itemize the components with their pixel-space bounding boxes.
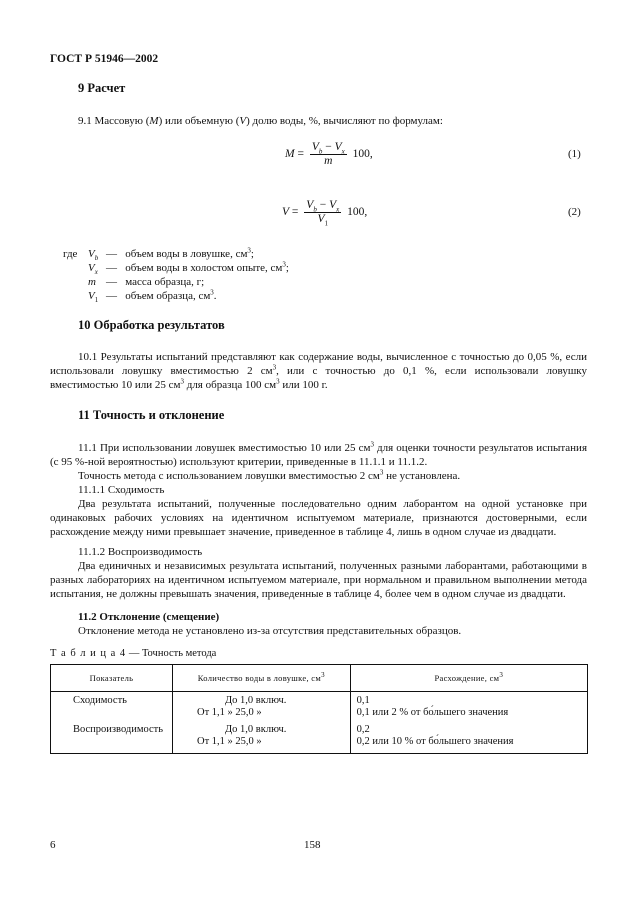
subsection-11-1-2-text: Два единичных и независимых результата испытаний, полученных разными лаборантами, работающими в разных лабораториях на идентичном испытуемом материале, при нормальном и правильном выполнении метода испытания, не должны превышать значения, приведенные в таблице 4, более чем в одном случае из двадцати. bbox=[50, 560, 587, 600]
table-cell: Воспроизводимость bbox=[51, 721, 173, 754]
table-cell: 0,1 0,1 или 2 % от бо́льшего значения bbox=[350, 692, 587, 722]
table-row bbox=[51, 721, 588, 754]
subsection-11-2-title: 11.2 Отклонение (смещение) bbox=[78, 611, 220, 623]
formula-1-number: (1) bbox=[568, 148, 581, 160]
subsection-11-1-1-title: 11.1.1 Сходимость bbox=[78, 484, 165, 496]
section-11-p2: Точность метода с использованием ловушки вместимостью 2 $см^3$ не установлена. bbox=[78, 468, 461, 482]
section-10-title: 10 Обработка результатов bbox=[78, 318, 225, 332]
table-cell: 0,2 0,2 или 10 % от бо́льшего значения bbox=[350, 721, 587, 754]
table-4 bbox=[50, 664, 588, 754]
section-11-title: 11 Точность и отклонение bbox=[78, 408, 225, 422]
section-11-p1: 11.1 При использовании ловушек вместимостью 10 или 25 $см^3$ для оценки точности результатов испытания (с 95 %-ной вероятностью) используют критерии, приведенные в 11.1.1 и 11.1.2. bbox=[50, 440, 588, 468]
where-item: m — масса образца, г; bbox=[88, 276, 205, 288]
where-list bbox=[88, 247, 388, 307]
page-number-left: 6 bbox=[50, 839, 56, 851]
where-item: $V_1$ — объем образца, $см^3$. bbox=[88, 288, 217, 305]
section-9-title: 9 Расчет bbox=[78, 81, 126, 95]
table-row bbox=[51, 692, 588, 722]
section-9-intro: 9.1 Массовую (M) или объемную (V) долю воды, %, вычисляют по формулам: bbox=[78, 115, 443, 127]
table-cell: До 1,0 включ. От 1,1 » 25,0 » bbox=[172, 721, 350, 754]
table-header-cell: Расхождение, $см^3$ bbox=[350, 665, 587, 692]
where-item: $V_x$ — объем воды в холостом опыте, $см^3$; bbox=[88, 260, 289, 277]
section-10-paragraph: 10.1 Результаты испытаний представляют как содержание воды, вычисленное с точностью до 0,05 %, если использовали ловушку вместимостью 2 $см^3$, или с точностью до 0,1 %, если использовали ловушку вместимостью 10 или 25 $см^3$ для образца 100 $см^3$ или 100 г. bbox=[50, 351, 587, 391]
where-item: $V_b$ — объем воды в ловушке, $см^3$; bbox=[88, 246, 254, 263]
subsection-11-2-text: Отклонение метода не установлено из-за отсутствия представительных образцов. bbox=[78, 625, 462, 637]
formula-2: V = $\frac{V_b - V_x}{V_1}$ 100, bbox=[282, 199, 368, 228]
formula-2-number: (2) bbox=[568, 206, 581, 218]
table-cell: Сходимость bbox=[51, 692, 173, 722]
table-header-cell: Количество воды в ловушке, $см^3$ bbox=[172, 665, 350, 692]
table-header-cell: Показатель bbox=[51, 665, 173, 692]
standard-number: ГОСТ Р 51946—2002 bbox=[50, 53, 159, 65]
formula-1: M = $\frac{V_b - V_x}{m}$ 100, bbox=[285, 141, 373, 167]
subsection-11-1-1-text: Два результата испытаний, полученные последовательно одним лаборантом на одной установке при одинаковых рабочих условиях на идентичном испытуемом материале, признаются достоверными, если расхождение между ними превышает значение, приведенное в таблице 4, лишь в одном случае из двадцати. bbox=[50, 498, 587, 538]
subsection-11-1-2-title: 11.1.2 Воспроизводимость bbox=[78, 546, 203, 558]
table-cell: До 1,0 включ. От 1,1 » 25,0 » bbox=[172, 692, 350, 722]
table-4-caption: Т а б л и ц а 4 — Точность метода bbox=[50, 648, 217, 659]
page-number-center: 158 bbox=[304, 839, 321, 851]
table-header-row bbox=[51, 665, 588, 692]
where-label: где bbox=[63, 248, 78, 260]
